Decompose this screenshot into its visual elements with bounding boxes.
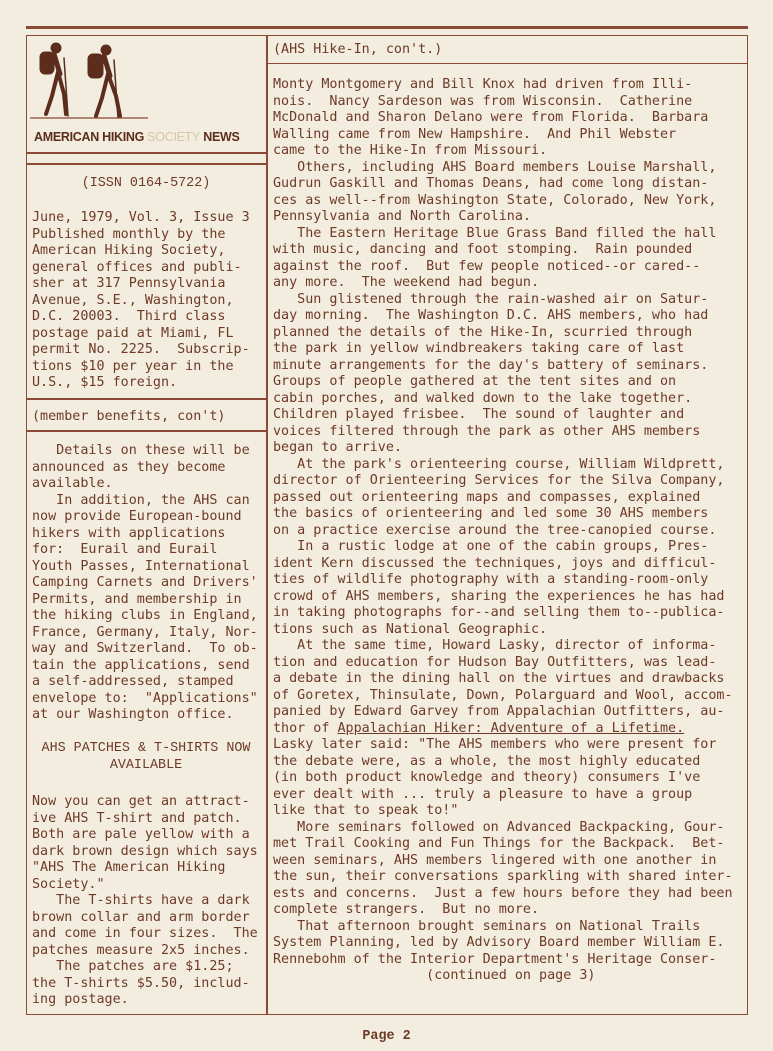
book-title: Appalachian Hiker: Adventure of a Lifetime. [337,720,685,736]
main-article-body [273,77,733,985]
article-body-part1: Monty Montgomery and Bill Knox had driven from Illi- nois. Nancy Sardeson was from Wisconsin. Catherine McDonald and Sharon Delano were from Florida. Barbara Walling came from New Hampshire. And Phil Webster came to the Hike-In from Missouri. Others, including AHS Board members Louise Marshall, Gudrun Gaskill and Thomas Deans, had come long distan- ces as well--from Washington State, Colorado, New York, Pennsylvania and North Carolina. The Eastern Heritage Blue Grass Band filled the hall with music, dancing and foot stomping. Rain pounded against the roof. But few people noticed--or cared-- any more. The weekend had begun. Sun glistened through the rain-washed air on Satur- day morning. The Washington D.C. AHS members, who had planned the details of the Hike-In, scurried through the park in yellow windbreakers taking care of last minute arrangements for the day's battery of seminars. Groups of people gathered at the tent sites and on cabin porches, and walked down to the lake together. Children played frisbee. The sound of laughter and voices filtered through the park as other AHS members began to arrive. At the park's orienteering course, William Wildprett, director of Orienteering Services for the Silva Company, passed out orienteering maps and compasses, explained the basics of orienteering and led some 30 AHS members on a practice exercise around the tree-canopied course. In a rustic lodge at one of the cabin groups, Pres- ident Kern discussed the techniques, joys and difficul- ties of wildlife photography with a standing-room-only crowd of AHS members, sharing the experiences he has had in taking photographs for--and selling them to--publica- tions such as National Geographic. At the same time, Howard Lasky, director of informa- tion and education for Hudson Bay Outfitters, was lead- a debate in the dining hall on the virtues and drawbacks of Goretex, Thinsulate, Down, Polarguard and Wool, accom- panied by Edward Garvey from Appalachian Outfitters, au- thor of [273,77,733,736]
left-divider-3 [26,398,267,400]
patches-body: Now you can get an attract- ive AHS T-shirt and patch. Both are pale yellow with a dark brown design which says "AHS The American Hiking Society." The T-shirts have a dark brown collar and arm border and come in four sizes. The patches measure 2x5 inches. The patches are $1.25; the T-shirts $5.50, includ- ing postage. [32,794,258,1007]
masthead-title-society: SOCIETY [147,130,201,144]
article-body-part2: Lasky later said: "The AHS members who were present for the debate were, as a whole, the most highly educated (in both product knowledge and theory) consumers I've ever dealt with ... truly a pleasure to have a group like that to speak to!" More seminars followed on Advanced Backpacking, Gour- met Trail Cooking and Fun Things for the Backpack. Bet- ween seminars, AHS members lingered with one another in the sun, their conversations sparkling with shared inter- ests and concerns. Just a few hours before they had been complete strangers. But no more. That afternoon brought seminars on National Trails System Planning, led by Advisory Board member William E. Rennebohm of the Interior Department's Heritage Conser- (continued on page 3) [273,737,733,983]
left-divider-2 [26,163,267,165]
right-heading-divider [268,63,748,64]
issn: (ISSN 0164-5722) [81,176,211,191]
masthead-title-part2: NEWS [200,130,240,144]
patches-heading: AHS PATCHES & T-SHIRTS NOW AVAILABLE [41,741,251,773]
continued-heading: (AHS Hike-In, con't.) [273,42,443,57]
left-divider-1 [26,152,267,154]
member-benefits-body: Details on these will be announced as they become available. In addition, the AHS can now provide European-bound hikers with applications for: Eurail and Eurail Youth Passes, International Camping Carnets and Drivers' Permits, and membership in the hiking clubs in England, France, Germany, Italy, Nor- way and Switzerland. To ob- tain the applications, send a self-addressed, stamped envelope to: "Applications" at our Washington office. [32,443,258,722]
left-divider-4 [26,430,267,432]
two-hikers-illustration [30,38,150,120]
masthead-title-part1: AMERICAN HIKING [34,130,148,144]
masthead-title [34,130,264,144]
member-benefits-heading: (member benefits, con't) [32,409,226,424]
top-rule [26,26,748,29]
publication-info: June, 1979, Vol. 3, Issue 3 Published monthly by the American Hiking Society, general offices and publi- sher at 317 Pennsylvania Avenue, S.E., Washington, D.C. 20003. Third class postage paid at Miami, FL permit No. 2225. Subscrip- tions $10 per year in the U.S., $15 foreign. [32,210,250,390]
page-number: Page 2 [362,1029,411,1044]
